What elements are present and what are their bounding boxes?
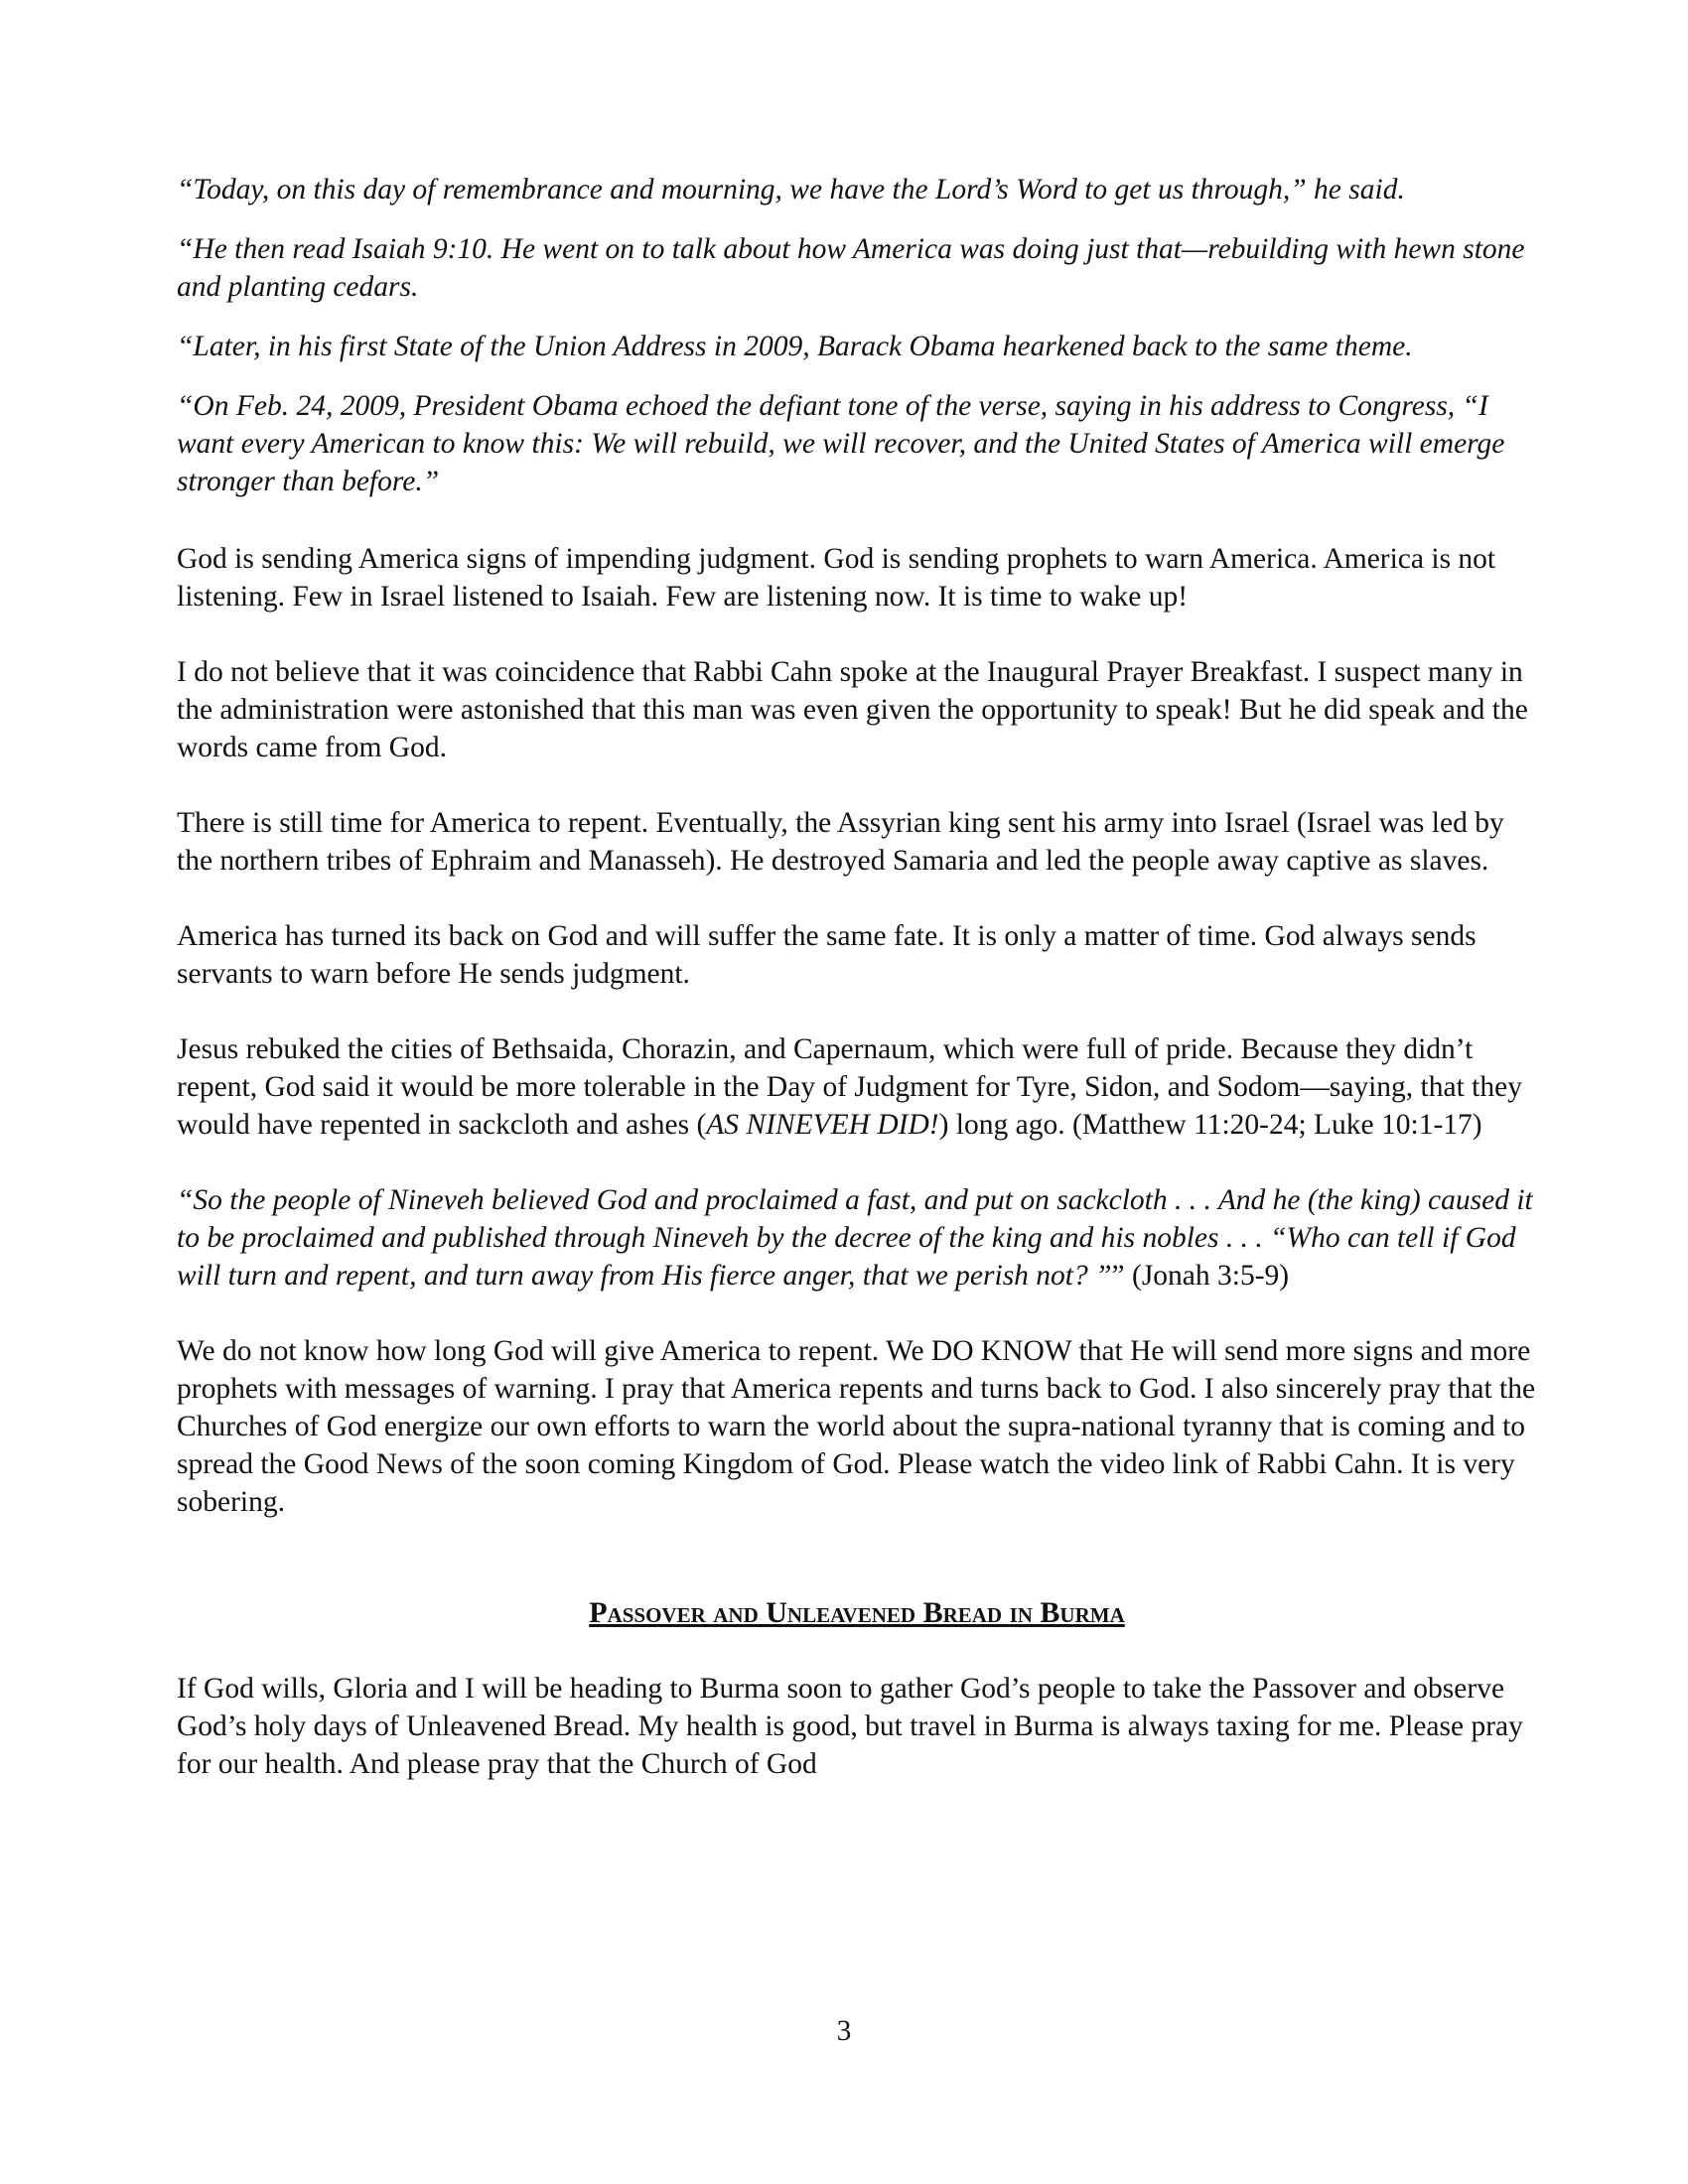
paragraph-jesus-rebuked-end: ) long ago. (Matthew 11:20-24; Luke 10:1-17) — [938, 1109, 1482, 1141]
paragraph-jonah-quote — [177, 1181, 1537, 1295]
quote-state-of-union: “Later, in his first State of the Union Address in 2009, Barack Obama hearkened back to the same theme. — [177, 331, 1413, 362]
quote-today-remembrance: “Today, on this day of remembrance and mourning, we have the Lord’s Word to get us through,” he said. — [177, 174, 1405, 205]
page-number: 3 — [836, 2015, 852, 2047]
jonah-reference: ” (Jonah 3:5-9) — [1111, 1260, 1290, 1292]
document-body — [177, 171, 1537, 1821]
quote-isaiah-reading: “He then read Isaiah 9:10. He went on to talk about how America was doing just that—rebuilding with hewn stone and planting cedars. — [177, 233, 1525, 303]
jonah-quote-text: “So the people of Nineveh believed God and proclaimed a fast, and put on sackcloth . . . And he (the king) caused it to be proclaimed and published through Nineveh by the decree of the king and his nobles . . . “Who can tell if God will turn and repent, and turn away from His fierce anger, that we perish not? ” — [177, 1184, 1533, 1292]
paragraph-signs-judgment: God is sending America signs of impending judgment. God is sending prophets to warn America. America is not listening. Few in Israel listened to Isaiah. Few are listening now. It is time to wake up! — [177, 543, 1496, 613]
paragraph-burma-trip: If God wills, Gloria and I will be heading to Burma soon to gather God’s people to take the Passover and observe God’s holy days of Unleavened Bread. My health is good, but travel in Burma is always taxing for me. Please pray for our health. And please pray that the Church of God — [177, 1673, 1523, 1780]
paragraph-jesus-rebuked — [177, 1030, 1537, 1144]
paragraph-how-long: We do not know how long God will give America to repent. We DO KNOW that He will send more signs and more prophets with messages of warning. I pray that America repents and turns back to God. I also sincerely pray that the Churches of God energize our own efforts to warn the world about the supra-national tyranny that is coming and to spread the Good News of the soon coming Kingdom of God. Please watch the video link of Rabbi Cahn. It is very sobering. — [177, 1335, 1536, 1518]
nineveh-emphasis: AS NINEVEH DID! — [706, 1109, 939, 1141]
paragraph-jesus-rebuked-start: Jesus rebuked the cities of Bethsaida, Chorazin, and Capernaum, which were full of pride. Because they didn’t repent, God said it would be more tolerable in the Day of Judgment for Tyre, Sidon, and Sodom—saying, that they would have repented in sackcloth and ashes ( — [177, 1033, 1522, 1141]
paragraph-time-to-repent: There is still time for America to repent. Eventually, the Assyrian king sent his army into Israel (Israel was led by the northern tribes of Ephraim and Manasseh). He destroyed Samaria and led the people away captive as slaves. — [177, 807, 1504, 877]
paragraph-same-fate: America has turned its back on God and will suffer the same fate. It is only a matter of time. God always sends servants to warn before He sends judgment. — [177, 920, 1477, 990]
quote-obama-address: “On Feb. 24, 2009, President Obama echoed the defiant tone of the verse, saying in his address to Congress, “I want every American to know this: We will rebuild, we will recover, and the United States of America will emerge stronger than before.” — [177, 390, 1505, 497]
section-heading-burma: Passover and Unleavened Bread in Burma — [589, 1596, 1125, 1629]
paragraph-rabbi-cahn: I do not believe that it was coincidence that Rabbi Cahn spoke at the Inaugural Prayer Breakfast. I suspect many in the administration were astonished that this man was even given the opportunity to speak! But he did speak and the words came from God. — [177, 656, 1528, 763]
